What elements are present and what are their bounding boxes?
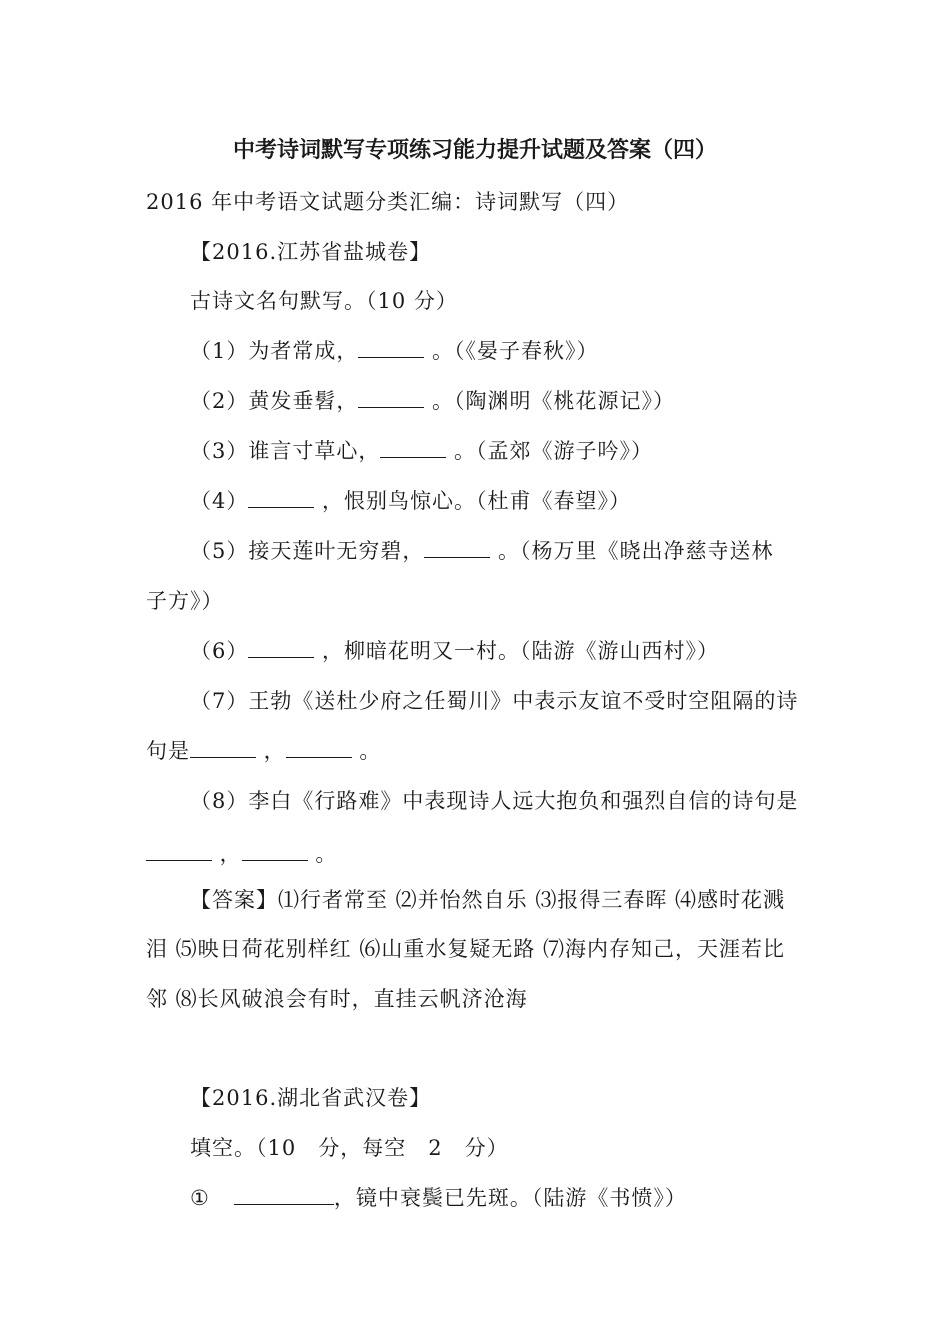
question-8: （8）李白《行路难》中表现诗人远大抱负和强烈自信的诗句是: [190, 789, 799, 813]
question-7-continued: [146, 737, 381, 765]
separator: ，: [212, 842, 242, 866]
question-1: [190, 337, 599, 365]
question-source: ，柳暗花明又一村。（陆游《游山西村》）: [314, 639, 720, 663]
section-header-yancheng: 【2016.江苏省盐城卷】: [190, 240, 432, 264]
answer-line-1: 【答案】⑴行者常至 ⑵并怡然自乐 ⑶报得三春晖 ⑷感时花溅: [190, 888, 786, 912]
question-6: [190, 637, 719, 665]
question-circle-1: [190, 1184, 687, 1212]
answer-blank: [234, 1186, 334, 1205]
question-8-continued: [146, 840, 337, 868]
answer-blank: [358, 389, 424, 408]
answer-line-2: 泪 ⑸映日荷花别样红 ⑹山重水复疑无路 ⑺海内存知己，天涯若比: [146, 937, 786, 961]
answer-blank: [424, 539, 490, 558]
question-4: [190, 487, 631, 515]
question-text: （5）接天莲叶无穷碧，: [190, 539, 425, 563]
answer-blank: [380, 439, 446, 458]
answer-blank: [358, 339, 424, 358]
question-source: ，镜中衰鬓已先斑。（陆游《书愤》）: [333, 1186, 687, 1210]
question-text: （2）黄发垂髫，: [190, 389, 359, 413]
question-text: （4）: [190, 489, 249, 513]
punctuation: 。: [307, 842, 338, 866]
section-intro-wuhan: 填空。（10 分，每空 2 分）: [190, 1136, 509, 1160]
question-source: 。（陶渊明《桃花源记》）: [424, 389, 676, 413]
answer-blank: [146, 842, 212, 861]
punctuation: 。: [351, 739, 382, 763]
answer-line-3: 邻 ⑻长风破浪会有时，直挂云帆济沧海: [146, 987, 528, 1011]
answer-blank: [248, 639, 314, 658]
question-5-continued: 子方》）: [146, 589, 224, 613]
question-text: （3）谁言寸草心，: [190, 439, 381, 463]
question-5: [190, 537, 774, 565]
question-text: （6）: [190, 639, 249, 663]
document-title: 中考诗词默写专项练习能力提升试题及答案（四）: [232, 138, 717, 163]
question-text: （1）为者常成，: [190, 339, 359, 363]
separator: ，: [256, 739, 286, 763]
question-number: ①: [190, 1186, 210, 1210]
question-source: 。（《晏子春秋》）: [424, 339, 599, 363]
answer-blank: [242, 842, 308, 861]
question-3: [190, 437, 653, 465]
question-source: ，恨别鸟惊心。（杜甫《春望》）: [314, 489, 632, 513]
document-subtitle: 2016 年中考语文试题分类汇编：诗词默写（四）: [146, 190, 630, 214]
question-7: （7）王勃《送杜少府之任蜀川》中表示友谊不受时空阻隔的诗: [190, 689, 799, 713]
question-2: [190, 387, 675, 415]
section-intro-yancheng: 古诗文名句默写。（10 分）: [190, 289, 458, 313]
answer-blank: [286, 739, 352, 758]
answer-blank: [248, 489, 314, 508]
question-source: 。（杨万里《晓出净慈寺送林: [490, 539, 774, 563]
answer-blank: [190, 739, 256, 758]
section-header-wuhan: 【2016.湖北省武汉卷】: [190, 1086, 432, 1110]
question-text: 句是: [146, 739, 190, 763]
question-source: 。（孟郊《游子吟》）: [446, 439, 654, 463]
